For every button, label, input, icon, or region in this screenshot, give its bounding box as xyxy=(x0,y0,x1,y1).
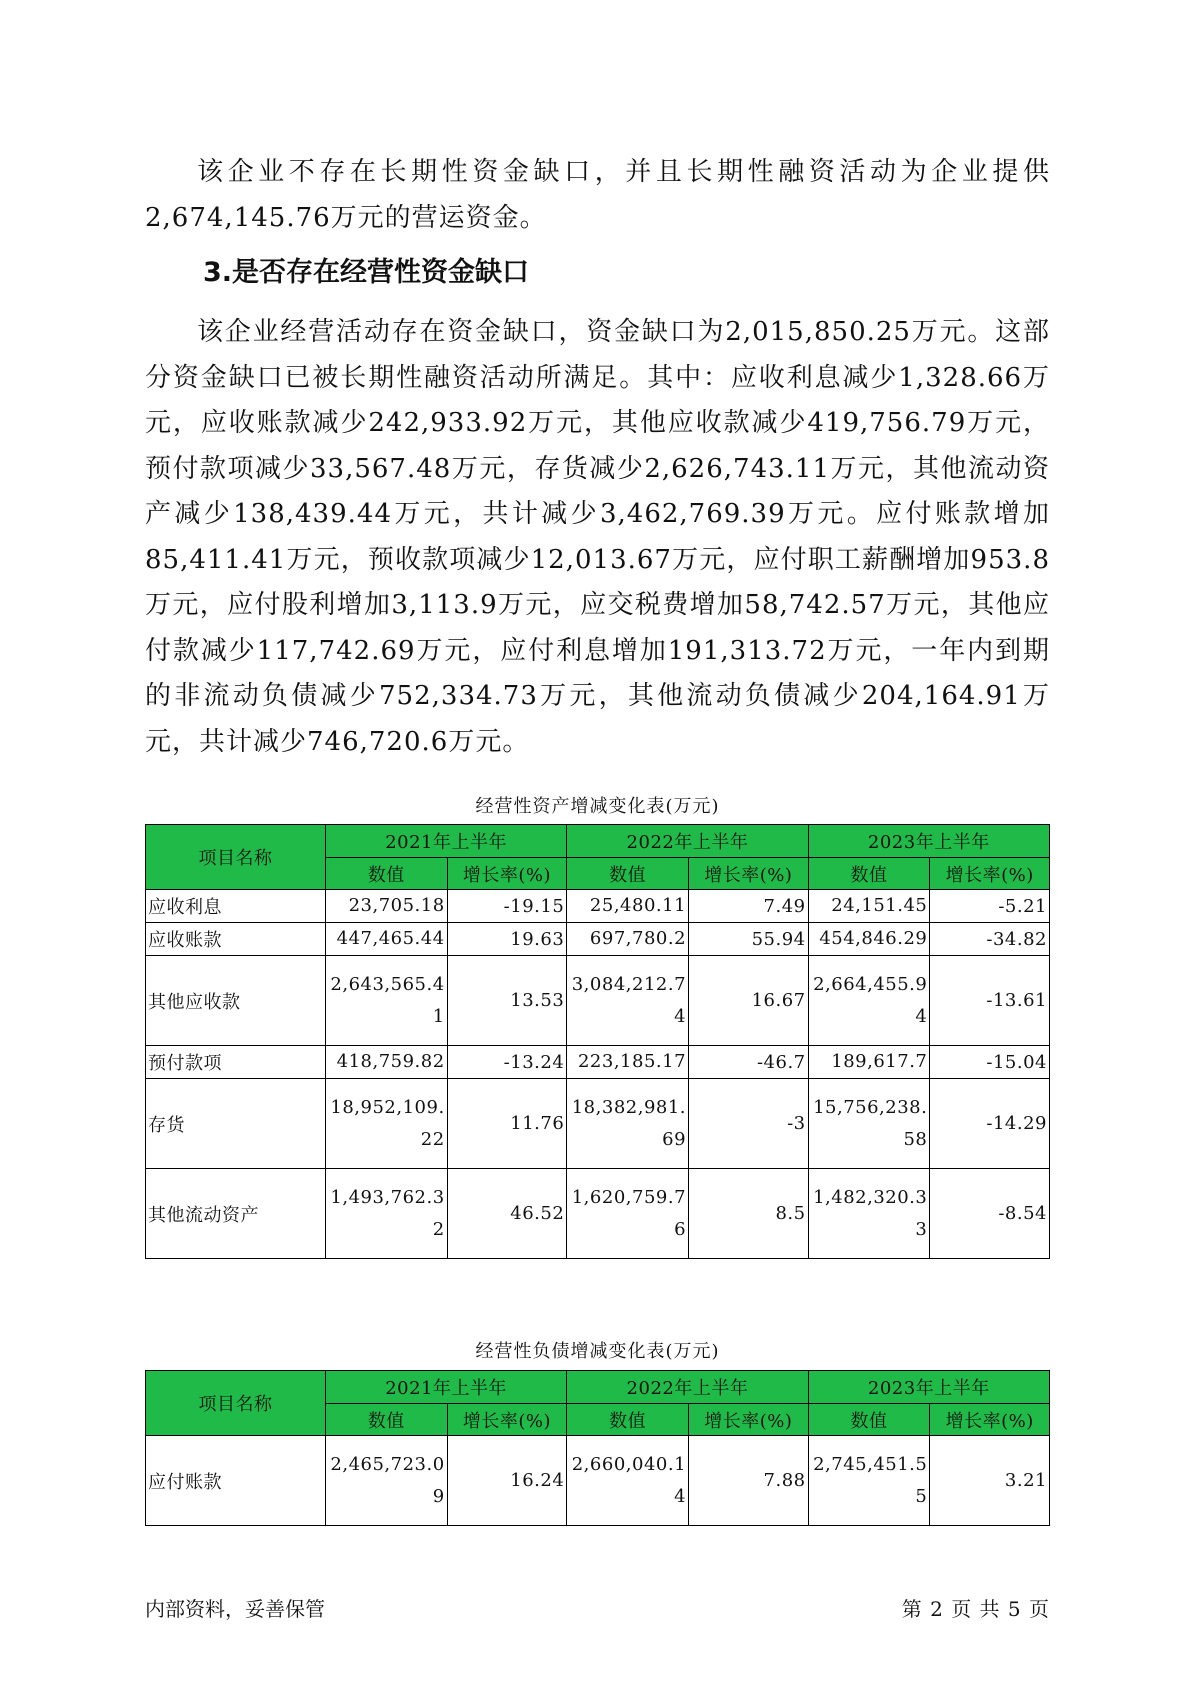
growth-rate-cell: -46.7 xyxy=(689,1046,809,1079)
value-header: 数值 xyxy=(567,858,689,890)
value-cell: 189,617.7 xyxy=(808,1046,930,1079)
operating-assets-table xyxy=(145,824,1050,1259)
paragraph-operating-gap: 该企业经营活动存在资金缺口，资金缺口为2,015,850.25万元。这部分资金缺口已被长期性融资活动所满足。其中：应收利息减少1,328.66万元，应收账款减少242,933.92万元，其他应收款减少419,756.79万元，预付款项减少33,567.48万元，存货减少2,626,743.11万元，其他流动资产减少138,439.44万元，共计减少3,462,769.39万元。应付账款增加85,411.41万元，预收款项减少12,013.67万元，应付职工薪酬增加953.8万元，应付股利增加3,113.9万元，应交税费增加58,742.57万元，其他应付款减少117,742.69万元，应付利息增加191,313.72万元，一年内到期的非流动负债减少752,334.73万元，其他流动负债减少204,164.91万元，共计减少746,720.6万元。 xyxy=(145,317,1050,757)
footer-confidential-note: 内部资料，妥善保管 xyxy=(145,1597,325,1621)
table-row xyxy=(146,956,1050,1046)
growth-rate-cell: -15.04 xyxy=(930,1046,1050,1079)
value-cell: 447,465.44 xyxy=(325,923,447,956)
period-header: 2022年上半年 xyxy=(567,825,808,858)
growth-rate-cell: -14.29 xyxy=(930,1079,1050,1169)
table-row xyxy=(146,1046,1050,1079)
value-cell: 3,084,212.74 xyxy=(567,956,689,1046)
value-cell: 1,493,762.32 xyxy=(325,1169,447,1259)
table-row xyxy=(146,1436,1050,1526)
section-heading: 3.是否存在经营性资金缺口 xyxy=(203,257,530,288)
table-row xyxy=(146,1169,1050,1259)
growth-rate-cell: 3.21 xyxy=(930,1436,1050,1526)
value-cell: 18,952,109.22 xyxy=(325,1079,447,1169)
period-header: 2023年上半年 xyxy=(808,1371,1049,1404)
period-header: 2023年上半年 xyxy=(808,825,1049,858)
growth-rate-cell: 11.76 xyxy=(447,1079,567,1169)
growth-rate-cell: -8.54 xyxy=(930,1169,1050,1259)
table1-caption: 经营性资产增减变化表(万元) xyxy=(475,796,720,817)
value-cell: 23,705.18 xyxy=(325,890,447,923)
period-header: 2021年上半年 xyxy=(325,1371,566,1404)
table-row xyxy=(146,890,1050,923)
value-cell: 697,780.2 xyxy=(567,923,689,956)
row-label: 应付账款 xyxy=(146,1436,326,1526)
value-cell: 24,151.45 xyxy=(808,890,930,923)
value-header: 数值 xyxy=(567,1404,689,1436)
growth-rate-cell: 16.67 xyxy=(689,956,809,1046)
growth-header: 增长率(%) xyxy=(930,858,1050,890)
growth-rate-cell: 13.53 xyxy=(447,956,567,1046)
growth-header: 增长率(%) xyxy=(447,858,567,890)
row-label: 其他流动资产 xyxy=(146,1169,326,1259)
growth-header: 增长率(%) xyxy=(689,858,809,890)
row-label: 预付款项 xyxy=(146,1046,326,1079)
row-label: 应收利息 xyxy=(146,890,326,923)
item-name-header: 项目名称 xyxy=(146,825,326,890)
growth-rate-cell: -13.61 xyxy=(930,956,1050,1046)
period-header: 2022年上半年 xyxy=(567,1371,808,1404)
value-cell: 1,482,320.33 xyxy=(808,1169,930,1259)
value-header: 数值 xyxy=(325,858,447,890)
growth-header: 增长率(%) xyxy=(930,1404,1050,1436)
growth-rate-cell: -5.21 xyxy=(930,890,1050,923)
value-cell: 223,185.17 xyxy=(567,1046,689,1079)
value-header: 数值 xyxy=(808,1404,930,1436)
value-cell: 15,756,238.58 xyxy=(808,1079,930,1169)
item-name-header: 项目名称 xyxy=(146,1371,326,1436)
growth-rate-cell: 7.88 xyxy=(689,1436,809,1526)
paragraph-long-term-funding: 该企业不存在长期性资金缺口，并且长期性融资活动为企业提供2,674,145.76万元的营运资金。 xyxy=(145,157,1050,233)
growth-header: 增长率(%) xyxy=(689,1404,809,1436)
growth-rate-cell: 16.24 xyxy=(447,1436,567,1526)
table2-caption: 经营性负债增减变化表(万元) xyxy=(475,1341,720,1362)
growth-rate-cell: 46.52 xyxy=(447,1169,567,1259)
table2-body xyxy=(146,1436,1050,1526)
growth-rate-cell: 8.5 xyxy=(689,1169,809,1259)
value-cell: 18,382,981.69 xyxy=(567,1079,689,1169)
table-row xyxy=(146,923,1050,956)
table1-body xyxy=(146,890,1050,1259)
value-cell: 2,664,455.94 xyxy=(808,956,930,1046)
growth-rate-cell: 55.94 xyxy=(689,923,809,956)
value-header: 数值 xyxy=(808,858,930,890)
growth-rate-cell: 7.49 xyxy=(689,890,809,923)
value-cell: 2,660,040.14 xyxy=(567,1436,689,1526)
growth-rate-cell: -34.82 xyxy=(930,923,1050,956)
value-cell: 2,643,565.41 xyxy=(325,956,447,1046)
row-label: 应收账款 xyxy=(146,923,326,956)
growth-rate-cell: 19.63 xyxy=(447,923,567,956)
value-cell: 2,745,451.55 xyxy=(808,1436,930,1526)
value-cell: 25,480.11 xyxy=(567,890,689,923)
value-cell: 1,620,759.76 xyxy=(567,1169,689,1259)
value-cell: 2,465,723.09 xyxy=(325,1436,447,1526)
value-cell: 418,759.82 xyxy=(325,1046,447,1079)
value-header: 数值 xyxy=(325,1404,447,1436)
row-label: 其他应收款 xyxy=(146,956,326,1046)
growth-rate-cell: -13.24 xyxy=(447,1046,567,1079)
period-header: 2021年上半年 xyxy=(325,825,566,858)
operating-liabilities-table xyxy=(145,1370,1050,1526)
footer-page-number: 第 2 页 共 5 页 xyxy=(901,1597,1050,1621)
growth-rate-cell: -19.15 xyxy=(447,890,567,923)
row-label: 存货 xyxy=(146,1079,326,1169)
growth-header: 增长率(%) xyxy=(447,1404,567,1436)
value-cell: 454,846.29 xyxy=(808,923,930,956)
table-row xyxy=(146,1079,1050,1169)
growth-rate-cell: -3 xyxy=(689,1079,809,1169)
